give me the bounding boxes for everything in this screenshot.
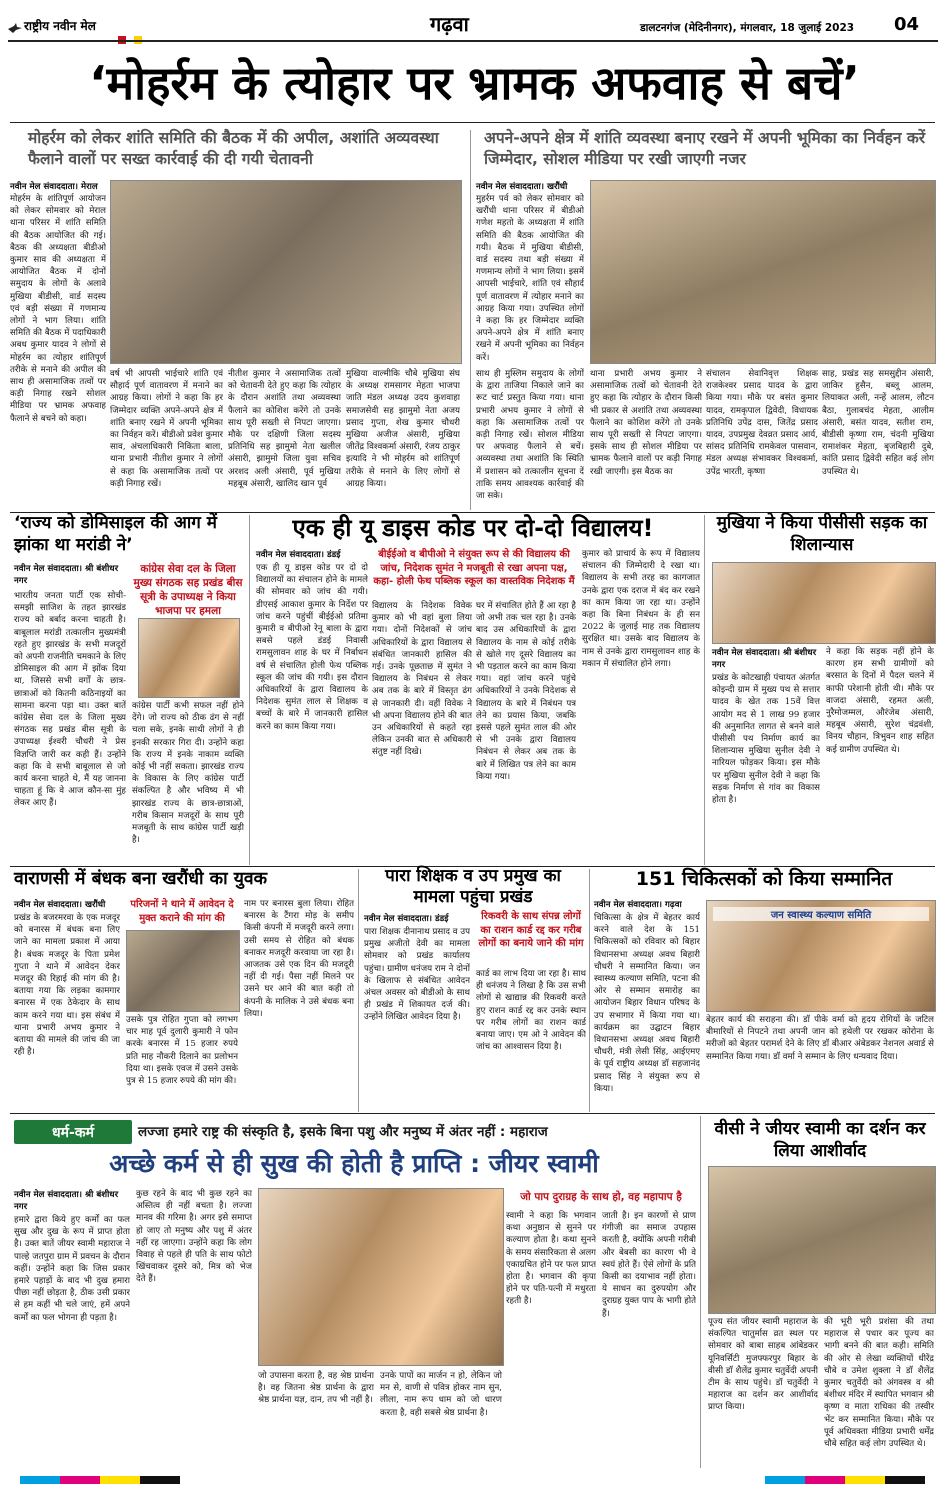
pcc-headline: मुखिया ने किया पीसीसी सड़क का शिलान्यास (716, 513, 928, 555)
varanasi-photo (126, 930, 240, 1012)
dharm-body4: जो उपासना करता है, वह श्रेष्ठ प्रार्थना है। वह जितना श्रेष्ठ प्रार्थना के द्वारा श्रेष्ठ प्रार्थना यज्ञ, दान, तप भी नहीं है। (258, 1371, 374, 1406)
lead-body-left4: मुखिया वाल्मीकि चौबे मुखिया संघ के अध्यक्ष रामसागर मेहता भाजपा जाति मंडल अध्यक्ष उदय कुशवाहा समाजसेवी सह झामुमो नेता अजय प्रसाद गुप्ता, शेख कुमार चौधरी मुखिया अजीज अंसारी, मुखिया जीतेंद्र विश्वकर्मा अंसारी, रंजय ठाकुर इत्यादि ने भी मोहर्रम को शांतिपूर्ण तरीके से मनाने के लिए लोगों से आग्रह किया। (346, 369, 460, 489)
dharm-body6: स्वामी ने कहा कि भगवान कथा अनुष्ठान से सुनने पर कल्याण होता है। कथा सुनने के समय संसारिकता से अलग एकाग्रचित होने पर फल प्राप्त होता है। भगवान की कृपा होने पर पति-पत्नी में मधुरता रहती है। (506, 1211, 596, 1307)
masthead (0, 0, 945, 44)
lead-body-left3: नीतीश कुमार ने असामाजिक तत्वों को चेतावनी देते हुए कहा कि त्योहार के दौरान अशांति तथा अव्यवस्था फैलाने का कोशिश करेंगे तो उनके साथ पूरी सख्ती से निपटा जाएगा। मौके पर दक्षिणी जिला सदस्य प्रतिनिधि सह झामुमो नेता खलील अंसारी, झामुमो जिला युवा सचिव अरशद अली अंसारी, पूर्व मुखिया महबूब अंसारी, खालिद खान पूर्व (228, 369, 341, 489)
pcc-photo (712, 562, 936, 644)
domicile-body2: कांग्रेस पार्टी कभी सफल नहीं होने देंगे। जो राज्य को ठीक ढंग से नहीं चला सके, इनके साथी लोगों ने ही इनकी सरकार गिरा दी। उन्होंने कहा कि राज्य में इनके नाकाम व्यक्ति कोई भी नहीं सकता। झारखंड राज्य के विकास के लिए कांग्रेस पार्टी संकल्पित है और भविष्य में भी झारखंड राज्य के छात्र-छात्राओं, गरीब किसान मजदूरों के साथ पूरी मजबूती के साथ कांग्रेस पार्टी खड़ी है। (132, 701, 244, 846)
chikitsak-headline: 151 चिकित्सकों को किया सम्मानित (635, 868, 893, 890)
jiyar-swami-photo (258, 1188, 504, 1366)
udise-body4: कुमार को प्राचार्य के रूप में विद्यालय संचालन की जिम्मेदारी दे रखा था। विद्यालय के सभी तरह का कागजात उनके द्वारा एक दराज में बंद कर रखने का काम किया जा रहा था। उन्होंने कहा कि बिना निबंधन के ही सन 2022 के जुलाई माह तक विद्यालय सुरक्षित था। उसके बाद विद्यालय के नाम से उनके द्वारा रामसुलावन शाह के मकान में संचालित होने लगा। (582, 549, 700, 669)
udise-byline: नवीन मेल संवाददाता। डंडई (256, 550, 341, 560)
dharm-quote-deck: जो पाप दुराग्रह के साथ हो, वह महापाप है (520, 1191, 682, 1203)
parashikshak-headline: पारा शिक्षक व उप प्रमुख का मामला पहुंचा प्रखंड (385, 866, 561, 907)
meeting-photo-kharaundhi (590, 180, 936, 364)
vc-photo (708, 1166, 936, 1314)
dharm-body1: हमारे द्वारा किये हुए कर्मों का फल सुख और दुख के रूप में प्राप्त होता है। उक्त बातें जीयर स्वामी महाराज ने पाल्हे जतपुरा ग्राम में प्रवचन के दौरान कहीं। उन्होंने कहा कि जिस प्रकार हमारे पहाड़ों के बाद भी दुख हमारा पीछा नहीं छोड़ता है, ठीक उसी प्रकार से हम कहीं भी चले जाएं, हमें अपने कर्मों का फल भोगना ही पड़ता है। (14, 1215, 130, 1323)
lead-headline: ‘मोहर्रम के त्योहार पर भ्रामक अफवाह से बचें’ (89, 56, 860, 110)
lead-right-deck: अपने-अपने क्षेत्र में शांति व्यवस्था बनाए रखने में अपनी भूमिका का निर्वहन करें जिम्मेदार, सोशल मीडिया पर रखी जाएगी नजर (484, 129, 926, 168)
lead-body-right2: साथ ही मुस्लिम समुदाय के लोगों के द्वारा ताजिया निकाले जाने का रूट चार्ट प्रस्तुत किया गया। थाना प्रभारी अभय कुमार ने लोगों से कहा कि असामाजिक तत्वों पर कड़ी निगाह रखें। सोशल मीडिया पर अफवाह फैलाने से बचें। अव्यवस्था तथा अशांति कि स्थिति में प्रशासन को तत्कालीन सूचना दें ताकि समय आवश्यक कार्रवाई की जा सके। (476, 369, 584, 502)
pcc-body: प्रखंड के कोटखाही पंचायत अंतर्गत कोइन्दी ग्राम में मुख्य पथ से सत्तार यादव के खेत तक 15वें वित्त आयोग मद से 1 लाख 99 हजार की अनुमानित लागत से बनने वाले पीसीसी पथ निर्माण कार्य का शिलान्यास मुखिया सुनील देवी ने नारियल फोड़कर किया। इस मौके पर मुखिया सुनील देवी ने कहा कि सड़क निर्माण से गांव का विकास होता है। (712, 673, 820, 806)
footer-color-bar (0, 1474, 945, 1489)
pcc-byline: नवीन मेल संवाददाता। श्री बंशीधर नगर (712, 648, 817, 670)
parashikshak-body: पारा शिक्षक दीनानाथ प्रसाद व उप प्रमुख अजीतो देवी का मामला सोमवार को प्रखंड कार्यालय पहुंचा। ग्रामीण धनंजय राम ने दोनों के खिलाफ से संबंधित आवेदन अंचल अवसर को बीडीओ के साथ ही प्रखंड में शिकायत दर्ज की। उन्होंने लिखित आवेदन दिया है। (364, 927, 470, 1023)
lead-byline-left: नवीन मेल संवाददाता। मेराल (10, 182, 98, 192)
dharm-headline: अच्छे कर्म से ही सुख की होती है प्राप्ति : जीयर स्वामी (109, 1149, 599, 1178)
varanasi-red-deck: परिजनों ने थाने में आवेदन दे मुक्त कराने की मांग की (130, 899, 234, 924)
dateline: डालटनगंज (मेदिनीनगर), मंगलवार, 18 जुलाई 2023 (640, 22, 855, 34)
domicile-body: भारतीय जनता पार्टी एक सोची-समझी साजिश के तहत झारखंड राज्य को बर्बाद करना चाहती है। बाबूलाल मरांडी तत्कालीन मुख्यमंत्री रहते हुए झारखंड के सभी मजदूरों को अपनी राजनीति चमकाने के लिए डोमिसाइल की आग में झोंक दिया था, जिससे सभी वर्गों के छात्र-छात्राओं को कितनी कठिनाइयों का सामना करना पड़ा था। उक्त बातें कांग्रेस सेवा दल के जिला मुख्य संगठक सह प्रखंड बीस सूत्री के उपाध्यक्ष ईश्वरी चौधरी ने प्रेस विज्ञप्ति जारी कर कही हैं। उन्होंने कहा कि वे सभी बाबूलाल से जो कार्य करना चाहते थे, मैं यह जानना चाहता हूं कि वे आज कौन-सा मुंह लेकर आए हैं। (14, 591, 126, 809)
domicile-byline: नवीन मेल संवाददाता। श्री बंशीधर नगर (14, 564, 119, 586)
lead-body-right: मुहर्रम पर्व को लेकर सोमवार को खरौंधी थाना परिसर में बीडीओ गणेश महतो के अध्यक्षता में शांति समिति की बैठक आयोजित की गयी। बैठक में मुखिया बीडीसी, वार्ड सदस्य तथा बड़ी संख्या में गणमान्य लोगों ने भाग लिया। इसमें आपसी भाईचारे, शांति एवं सौहार्द पूर्ण वातावरण में त्योहार मनाने का आग्रह किया गया। उपस्थित लोगों ने कहा कि हर जिम्मेदार व्यक्ति अपने-अपने क्षेत्र में शांति बनाए रखने में अपनी भूमिका का निर्वहन करें। (476, 194, 584, 363)
section-name: गढ़वा (430, 12, 469, 36)
chikitsak-photo (706, 900, 936, 1012)
parashikshak-byline: नवीन मेल संवाददाता। डंडई (364, 914, 449, 924)
dharm-label-box (14, 1120, 132, 1144)
meeting-photo-meral (110, 180, 462, 364)
dharm-body7: जाती है। इन कारणों से प्राण गंगीजी का समाज उपहास करती है, क्योंकि अपनी गरीबी और बेबसी का कारण भी वे स्वयं होते हैं। ऐसे लोगों के प्रति किसी का दयाभाव नहीं होता। ये साधन का दुरुपयोग और दुराग्रह युक्त पाप के भागी होते हैं। (602, 1211, 696, 1319)
varanasi-byline: नवीन मेल संवाददाता। खरौंधी (14, 900, 106, 910)
pcc-body2: ने कहा कि सड़क नहीं होने के कारण हम सभी ग्रामीणों को बरसात के दिनों में पैदल चलने में काफी परेशानी होती थी। मौके पर वाजदा अंसारी, रहमत अली, नुरैमोजम्मल, औरंजेब अंसारी, महबूब अंसारी, सुरेश चंद्रवंशी, विनय चौहान, त्रिभुवन शाह सहित कई ग्रामीण उपस्थित थे। (826, 647, 934, 755)
bird-logo-icon (8, 18, 22, 28)
domicile-red-deck: कांग्रेस सेवा दल के जिला मुख्य संगठक सह प्रखंड बीस सूत्री के उपाध्यक्ष ने किया भाजपा पर हमला (133, 563, 243, 617)
parashikshak-red-deck: रिकवरी के साथ संपन्न लोगों का राशन कार्ड रद्द कर गरीब लोगों का बनाये जाने की मांग (478, 911, 584, 949)
vc-body: पूज्य संत जीयर स्वामी महाराज के संकल्पित चातुर्मास व्रत स्थल पर सोमवार को बाबा साहब आंबेडकर यूनिवर्सिटी मुजफ्फरपुर बिहार के वीसी डॉ शैलेंद्र कुमार चतुर्वेदी अपनी टीम के साथ पहुंचे। डॉ चतुर्वेदी ने महाराज का दर्शन कर आशीर्वाद प्राप्त किया। (708, 1317, 818, 1413)
page-number: 04 (894, 14, 920, 35)
varanasi-body2: उसके पुत्र रोहित गुप्ता को लगभग चार माह पूर्व दुलारी कुमारी ने फोन करके बनारस में 15 हजार रुपये प्रति माह नौकरी दिलाने का प्रलोभन दिया था। इसके एवज में उसने उसके पुत्र से 15 हजार रुपये की मांग की। (126, 1015, 238, 1087)
lead-body-right3: थाना प्रभारी अभय कुमार ने असामाजिक तत्वों को चेतावनी देते हुए कहा कि त्योहार के दौरान किसी भी प्रकार से अशांति तथा अव्यवस्था फैलाने का कोशिश करेंगे तो उनके साथ पूरी सख्ती से निपटा जाएगा। इसके साथ ही सोशल मीडिया पर भ्रामक फैलाने वालों पर कड़ी निगाह रखी जाएगी। इस बैठक का (590, 369, 702, 477)
udise-body1: एक ही यू डाइस कोड पर दो दो विद्यालयों का संचालन होने के मामले की सोमवार को जांच की गयी। डीएसई आकाश कुमार के निर्देश पर जांच करने पहुंचीं बीईईओ प्रतिमा कुमारी व बीपीओ रेनू बाला के द्वारा सबसे पहले डंडई निवासी रामसुलावन शाह के घर में निर्बाधन वर्ष से संचालित होली फेथ पब्लिक स्कूल की जांच की गयी। इस दौरान अधिकारियों के द्वारा विद्यालय के निदेशक सुमंत लाल से शिक्षक व बच्चों के बारे में जानकारी हासिल करने का काम किया गया। (256, 563, 368, 732)
dharm-byline: नवीन मेल संवाददाता। श्री बंशीधर नगर (14, 1190, 119, 1212)
vc-body2: की भूरी भूरी प्रशंसा की तथा महाराज से पधार कर पूज्य का भागी बनने की बात कही। समिति की ओर से लेखा व्यक्तियों धीरेंद्र चौबे व उमेश शुक्ला ने डॉ शैलेंद्र कुमार चतुर्वेदी को अंगवस्त्र व श्री बंशीधर मंदिर में स्थापित भगवान श्री कृष्ण व माता राधिका की तस्वीर भेंट कर सम्मानित किया। मौके पर पूर्व अधिवक्ता मीडिया प्रभारी धर्मेंद्र चौबे सहित कई लोग उपस्थित थे। (824, 1317, 934, 1450)
lead-body-right5: साह, प्रखंड सह समसुद्दीन अंसारी, जाकिर हुसैन, बब्लू आलम, लियाकत अली, नन्हें आलम, लौटन बैठा, गुलाबचंद मेहता, आलीम अंसारी, बसंत यादव, सतीश राम, बीडीसी कृष्णा राम, चंदनी मुखिया रामाशंकर मेहता, बृजबिहारी दुबे, कांति प्रसाद द्विवेदी सहित कई लोग उपस्थित थे। (822, 369, 934, 477)
varanasi-body3: नाम पर बनारस बुला लिया। रोहित बनारस के टैंगरा मोड़ के समीप किसी कंपनी में मजदूरी करने लगा। उसी समय से रोहित को बंधक बनाकर मजदूरी करवाया जा रहा है। आजतक उसे एक दिन की मजदूरी नहीं दी गई। पैसा नहीं मिलने पर उसने घर आने की बात कही तो कंपनी के मालिक ने उसे बंधक बना लिया। (244, 899, 354, 1019)
udise-body3: घर में संचालित होते हैं आ रहा है जो अभी तक चल रहा है। उनके बाद उस अधिकारियों के द्वारा विद्यालय के नाम से कोई तरीके से खोले गए दूसरे विद्यालय का भी पड़ताल करने का काम किया गया। वहां जांच करने पहुंचे अधिकारियों ने उनके निदेशक से विद्यालय के बारे में निबंधन पत्र लेने का प्रयास किया, जबकि इससे पहले सुमंत लाल की ओर से भी उनके द्वारा विद्यालय निबंधन से लेकर अब तक के बारे में लिखित पत्र लेने का काम किया गया। (476, 601, 576, 782)
chikitsak-body: चिकित्सा के क्षेत्र में बेहतर कार्य करने वाले देश के 151 चिकित्सकों को रविवार को बिहार विधानसभा अध्यक्ष अवध बिहारी चौधरी ने सम्मानित किया। जन स्वास्थ्य कल्याण समिति, पटना की ओर से सम्मान समारोह का आयोजन बिहार विधान परिषद के उप सभागार में किया गया था। कार्यक्रम का उद्घाटन बिहार विधानसभा अध्यक्ष अवध बिहारी चौधरी, मंत्री लेसी सिंह, आईएमए के पूर्व राष्ट्रीय अध्यक्ष डॉ सहजानंद प्रसाद सिंह ने संयुक्त रूप से किया। (594, 913, 700, 1094)
portrait-photo-domicile (138, 618, 240, 698)
dharm-kicker: लज्जा हमारे राष्ट्र की संस्कृति है, इसके बिना पशु और मनुष्य में अंतर नहीं : महाराज (138, 1124, 548, 1140)
paper-name: राष्ट्रीय नवीन मेल (24, 19, 96, 33)
udise-body2: विद्यालय के निदेशक विवेक कुमार को भी वहां बुला लिया गया। दोनों निदेशकों से जांच अधिकारियों के द्वारा विद्यालय से संबंधित जानकारी हासिल की गई। उनके पूछताछ में सुमंत ने विद्यालय के निबंधन से लेकर अब तक के बारे में विस्तृत ढंग से जानकारी दी। वहीं विवेक ने भी अपना विद्यालय होने की बात उन अधिकारियों से कहते रहा लेकिन उनकी बात से अधिकारी संतुष्ट नहीं दिखे। (372, 601, 472, 758)
domicile-headline: ‘राज्य को डोमिसाइल की आग में झांका था मरांडी ने’ (14, 513, 217, 555)
lead-body-right4: संचालन सेवानिवृत्त शिक्षक राजकेश्वर प्रसाद यादव के द्वारा किया गया। मौके पर बसंत कुमार यादव, रामकृपाल द्विवेदी, विधायक प्रतिनिधि उपेंद्र दास, जितेंद्र प्रसाद यादव, उपप्रमुख देवव्रत प्रसाद आर्य, सांसद प्रतिनिधि रामकेवल पासवान, मंडल अध्यक्ष संभावकर विश्वकर्मा, उपेंद्र भारती, कृष्णा (706, 369, 818, 477)
parashikshak-body2: कार्ड का लाभ दिया जा रहा है। साथ ही धनंजय ने लिखा है कि उस सभी लोगों से खाद्यान्न की रिकवरी करते हुए राशन कार्ड रद्द कर उनके स्थान पर गरीब लोगों का राशन कार्ड बनाया जाए। एम ओ ने आवेदन की जांच का आश्वासन दिया है। (476, 969, 586, 1053)
lead-left-deck: मोहर्रम को लेकर शांति समिति की बैठक में की अपील, अशांति अव्यवस्था फैलाने वालों पर सख्त कार्रवाई की दी गयी चेतावनी (28, 129, 439, 168)
varanasi-body: प्रखंड के बजरमरवा के एक मजदूर को बनारस में बंधक बना लिए जाने का मामला प्रकाश में आया है। बंधक मजदूर के पिता प्रमेश गुप्ता ने थाने में आवेदन देकर मजदूर की रिहाई की मांग की है। बताया गया कि लड़का कामगार बनारस में एक ठेकेदार के साथ काम करने गया था। इस संबंध में थाना प्रभारी अभय कुमार ने बताया की मामले की जांच की जा रही है। (14, 913, 120, 1058)
dharm-body2: कुछ रहने के बाद भी कुछ रहने का अस्तित्व ही नहीं बचता है। लज्जा मानव की गरिमा है। अगर इसे समाप्त हो जाए तो मनुष्य और पशु में अंतर नहीं रह जाएगा। उन्होंने कहा कि लोग विवाह से पहले ही पति के साथ फोटो खिंचवाकर दूसरे को, मित्र को भेज देते हैं। (136, 1189, 252, 1285)
vc-headline: वीसी ने जीयर स्वामी का दर्शन कर लिया आशीर्वाद (714, 1119, 926, 1161)
lead-body-left2: वर्ष भी आपसी भाईचारे शांति एवं सौहार्द पूर्ण वातावरण में मनाने का आग्रह किया। लोगों ने कहा कि हर जिम्मेदार व्यक्ति अपने-अपने क्षेत्र में शांति बनाए रखने में अपनी भूमिका का निर्वहन करें। बीडीओ प्रवेश कुमार साव, अंचलाधिकारी निकिता बाला, थाना प्रभारी नीतीश कुमार ने लोगों से कहा कि असामाजिक तत्वों पर कड़ी निगाह रखें। (110, 369, 223, 489)
lead-body-left: मोहर्रम के शांतिपूर्ण आयोजन को लेकर सोमवार को मेराल थाना परिसर में शांति समिति की बैठक आयोजित की गई। बैठक की अध्यक्षता बीडीओ कुमार साव की अध्यक्षता में आयोजित बैठक में दोनों समुदाय के लोगों के अलावे मुखिया बीडीसी, वार्ड सदस्य एवं बड़ी संख्या में गणमान्य लोगों ने भाग लिया। शांति समिति की बैठक में पदाधिकारी अबध कुमार यादव ने लोगों से मोहर्रम का त्योहार शांतिपूर्ण तरीके से मनाने की अपील की साथ ही असामाजिक तत्वों पर कड़ी निगाह रखने सोशल मीडिया पर भ्रामक अफवाह फैलाने से बचने को कहा। (10, 194, 106, 424)
lead-byline-right: नवीन मेल संवाददाता। खरौंधी (476, 182, 568, 192)
chikitsak-photo-banner: जन स्वास्थ्य कल्याण समिति (713, 907, 929, 921)
varanasi-headline: वाराणसी में बंधक बना खरौंधी का युवक (14, 869, 268, 889)
udise-headline: एक ही यू डाइस कोड पर दो-दो विद्यालय! (292, 514, 654, 542)
udise-red-deck: बीईईओ व बीपीओ ने संयुक्त रूप से की विद्यालय की जांच, निदेशक सुमंत ने मजबूती से रखा अपना पक्ष, कहा- होली फेथ पब्लिक स्कूल का वास्तविक निदेशक मैं (373, 549, 575, 587)
chikitsak-byline: नवीन मेल संवाददाता। गढ़वा (594, 900, 682, 910)
dharm-label: धर्म-कर्म (52, 1125, 94, 1141)
dharm-body5: उनके पापों का मार्जन न हो, लेकिन जो मन से, वाणी से पवित्र होकर नाम सुन, लीला, नाम रूप धाम को जो धारण करता है, वही सबसे श्रेष्ठ प्रार्थना है। (380, 1371, 502, 1418)
chikitsak-body2: बेहतर कार्य की सराहना की। डॉ पीके वर्मा को हृदय रोगियों के जटिल बीमारियों से निपटने तथा अपनी जान को हथेली पर रखकर कोरोना के मरीजों को बेहतर परामर्श देने के लिए डॉ बीआर अंबेडकर नेशनल अवार्ड से सम्मानित किया गया। डॉ वर्मा ने सम्मान के लिए धन्यवाद दिया। (706, 1015, 934, 1062)
